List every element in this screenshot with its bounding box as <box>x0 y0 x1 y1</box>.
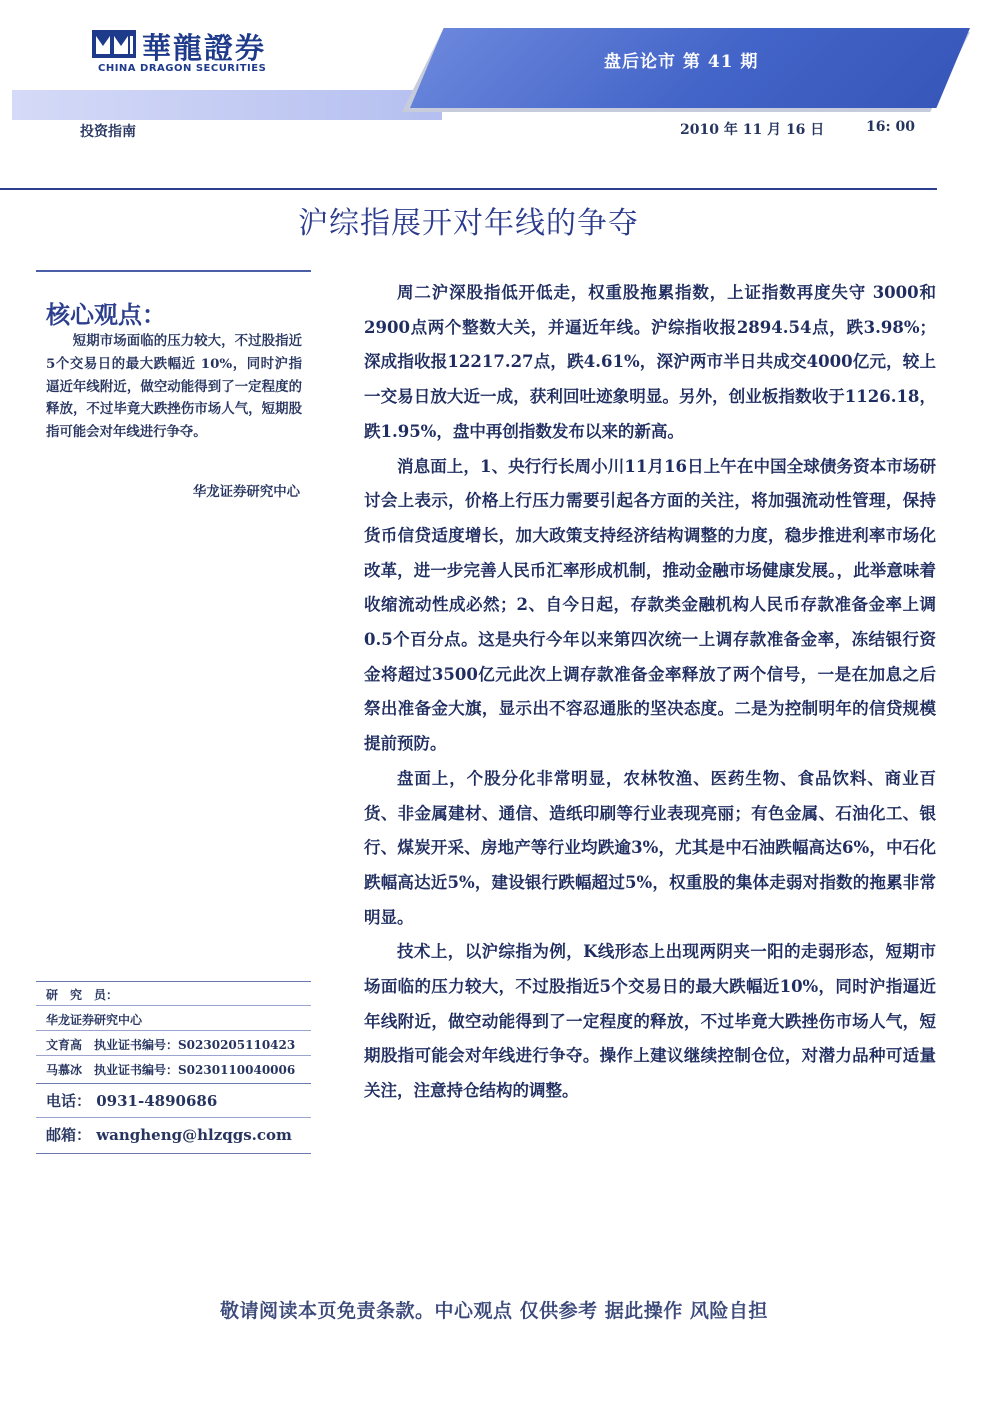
article-paragraph: 周二沪深股指低开低走，权重股拖累指数，上证指数再度失守 3000和2900点两个整数大关，并逼近年线。沪综指收报2894.54点，跌3.98%；深成指收报12217.27点，跌4.61%，深沪两市半日共成交4000亿元，较上一交易日放大近一成，获利回吐迹象明显。另外，创业板指数收于1126.18，跌1.95%，盘中再创指数发布以来的新高。 <box>364 283 936 441</box>
header-band-light <box>12 90 442 120</box>
core-view-source: 华龙证券研究中心 <box>192 484 300 500</box>
analyst-entry: 文育高 执业证书编号：S0230205110423 <box>46 1038 296 1052</box>
disclaimer-footer: 敬请阅读本页免责条款。中心观点 仅供参考 据此操作 风险自担 <box>220 1300 768 1322</box>
page-title: 沪综指展开对年线的争夺 <box>298 206 639 241</box>
article-paragraph: 技术上，以沪综指为例，K线形态上出现两阴夹一阳的走弱形态，短期市场面临的压力较大，不过股指近5个交易日的最大跌幅近10%，同时沪指逼近年线附近，做空动能得到了一定程度的释放，不过毕竟大跌挫伤市场人气，短期股指可能会对年线进行争夺。操作上建议继续控制仓位，对潜力品种可适量关注，注意持仓结构的调整。 <box>364 942 936 1101</box>
brand-name-cn: 華龍證券 <box>142 31 267 65</box>
article-body <box>364 276 936 1109</box>
category-label: 投资指南 <box>80 124 136 140</box>
dragon-logo-icon <box>92 30 136 58</box>
contact-rule <box>36 1117 311 1118</box>
company-logo <box>92 26 292 76</box>
analyst-entry: 马慕冰 执业证书编号：S0230110040006 <box>46 1063 296 1077</box>
contact-bottom-rule <box>36 1153 311 1154</box>
core-view-heading: 核心观点： <box>46 300 166 329</box>
sidebar-top-rule <box>36 270 311 272</box>
series-title: 盘后论市 第 41 期 <box>604 52 759 72</box>
article-paragraph: 盘面上，个股分化非常明显，农林牧渔、医药生物、食品饮料、商业百货、非金属建材、通信、造纸印刷等行业表现亮丽；有色金属、石油化工、银行、煤炭开采、房地产等行业均跌逾3%，尤其是中石油跌幅高达6%，中石化跌幅高达近5%，建设银行跌幅超过5%，权重股的集体走弱对指数的拖累非常明显。 <box>364 768 936 927</box>
contact-phone: 电话： 0931-4890686 <box>46 1092 218 1110</box>
header-divider <box>0 188 937 190</box>
analyst-label: 研 究 员： <box>46 988 119 1002</box>
analyst-org: 华龙证券研究中心 <box>46 1013 143 1027</box>
report-time: 16: 00 <box>866 119 916 135</box>
brand-name-en: CHINA DRAGON SECURITIES <box>98 63 267 74</box>
contact-email: 邮箱： wangheng@hlzqgs.com <box>46 1126 292 1144</box>
contact-rule <box>36 1055 311 1056</box>
contact-rule <box>36 1030 311 1031</box>
core-view-summary: 短期市场面临的压力较大，不过股指近 5个交易日的最大跌幅近 10%，同时沪指逼近年线附近，做空动能得到了一定程度的释放，不过毕竟大跌挫伤市场人气，短期股指可能会对年线进行争夺。 <box>46 333 302 441</box>
contact-top-rule <box>36 981 311 982</box>
contact-rule <box>36 1083 311 1084</box>
contact-rule <box>36 1005 311 1006</box>
report-date: 2010 年 11 月 16 日 <box>680 122 825 138</box>
article-paragraph: 消息面上，1、央行行长周小川11月16日上午在中国全球债务资本市场研讨会上表示，价格上行压力需要引起各方面的关注，将加强流动性管理，保持货币信贷适度增长，加大政策支持经济结构调整的力度，稳步推进利率市场化改革，进一步完善人民币汇率形成机制，推动金融市场健康发展。，此举意味着收缩流动性成必然；2、自今日起，存款类金融机构人民币存款准备金率上调0.5个百分点。这是央行今年以来第四次统一上调存款准备金率，冻结银行资金将超过3500亿元此次上调存款准备金率释放了两个信号，一是在加息之后祭出准备金大旗，显示出不容忍通胀的坚决态度。二是为控制明年的信贷规模提前预防。 <box>364 456 936 754</box>
